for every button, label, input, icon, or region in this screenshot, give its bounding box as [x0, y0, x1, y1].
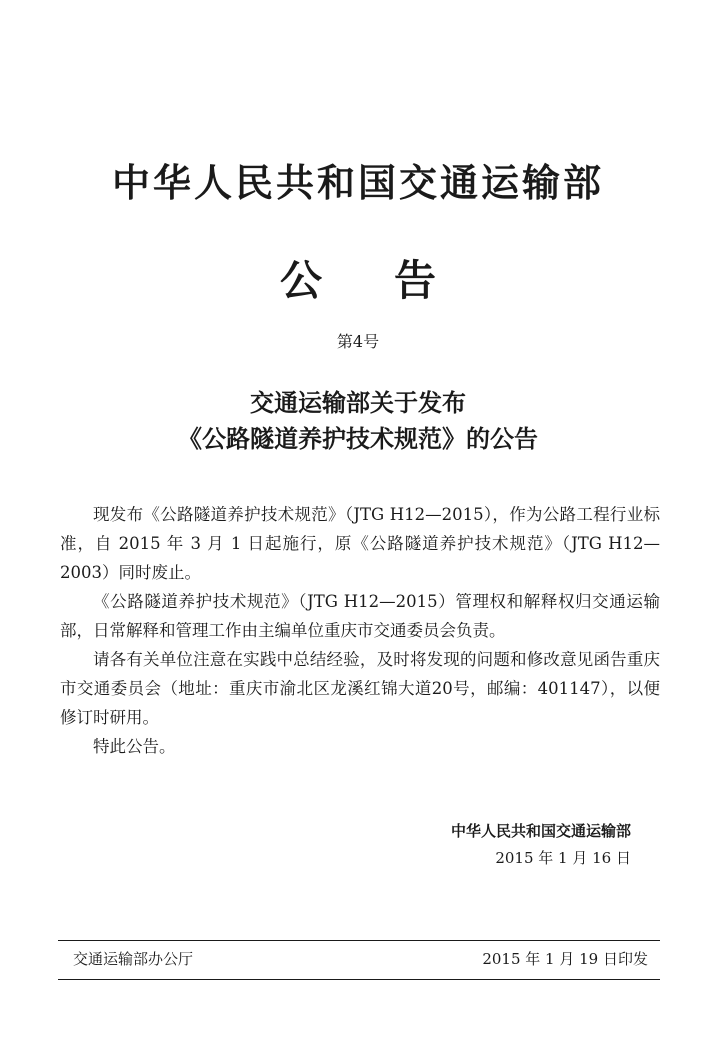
document-title-line-2: 《公路隧道养护技术规范》的公告: [178, 425, 538, 453]
footer-print-date: 2015 年 1 月 19 日印发: [482, 950, 648, 968]
signature-block: [451, 818, 631, 872]
signature-date: 2015 年 1 月 16 日: [495, 849, 631, 867]
document-body: [60, 500, 660, 761]
footer-bottom-divider: [58, 979, 660, 980]
body-paragraph-4: 特此公告。: [93, 737, 176, 756]
ministry-heading: 中华人民共和国交通运输部: [111, 160, 604, 205]
body-paragraph-3: 请各有关单位注意在实践中总结经验，及时将发现的问题和修改意见函告重庆市交通委员会（地址：重庆市渝北区龙溪红锦大道20号，邮编：401147），以便修订时研用。: [60, 650, 660, 727]
signature-organization: 中华人民共和国交通运输部: [450, 822, 631, 840]
body-paragraph-2: 《公路隧道养护技术规范》（JTG H12—2015）管理权和解释权归交通运输部，日常解释和管理工作由主编单位重庆市交通委员会负责。: [60, 592, 660, 640]
document-number: 第4号: [336, 332, 380, 351]
footer-issuer: 交通运输部办公厅: [73, 950, 194, 968]
footer-top-divider: [58, 940, 660, 941]
document-title-line-1: 交通运输部关于发布: [250, 389, 466, 417]
body-paragraph-1: 现发布《公路隧道养护技术规范》（JTG H12—2015），作为公路工程行业标准，自 2015 年 3 月 1 日起施行，原《公路隧道养护技术规范》（JTG H12—2003）同时废止。: [60, 505, 660, 582]
document-type-heading: 公告: [279, 256, 508, 305]
document-title: [0, 385, 716, 457]
